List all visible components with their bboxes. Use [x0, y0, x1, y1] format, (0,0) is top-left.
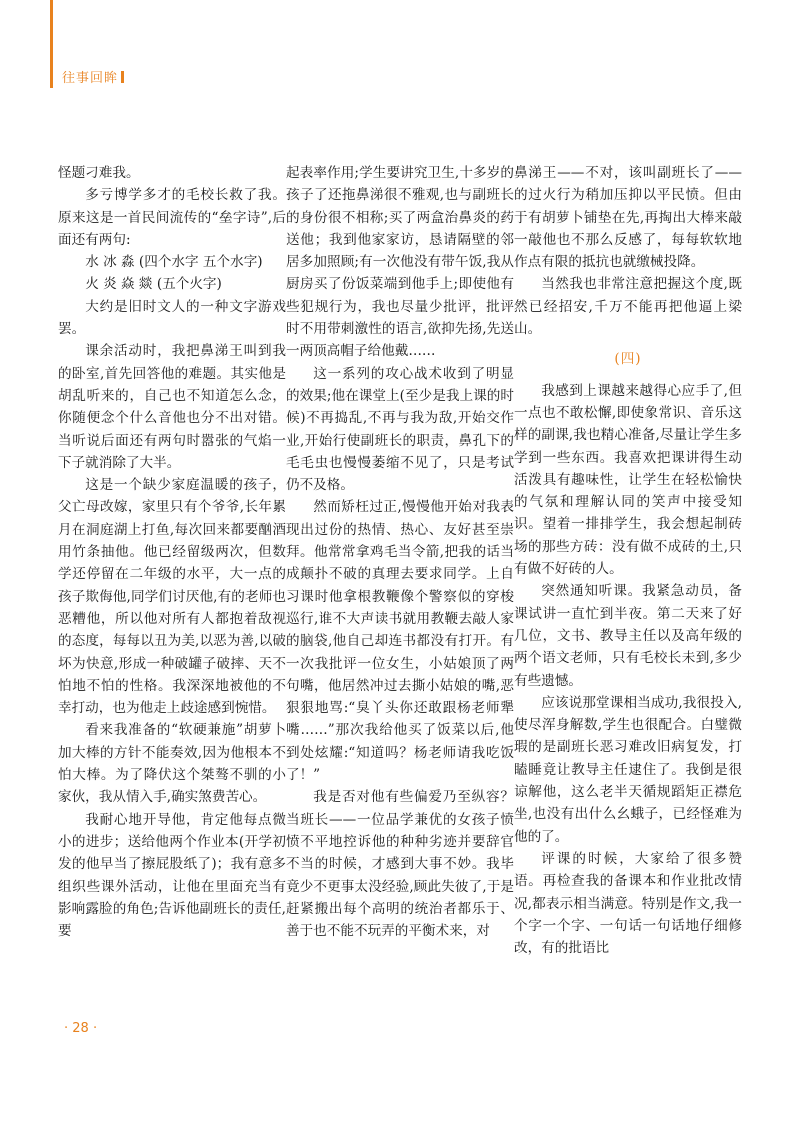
paragraph: 这是一个缺少家庭温暖的孩子，父亡母改嫁，家里只有个爷爷,长年累月在洞庭湖上打鱼,每次回来都要酗酒用竹条抽他。他已经留级两次，但数学还停留在二年级的水平，大一点的孩子欺侮他,同学们讨厌他,有的老师也恶糟他，所以他对所有人都抱着敌视的态度，每每以丑为美,以恶为善,以破坏为快意,形成一种破罐子破摔、天不怕地不怕的性格。我深深地被他的不幸打动，也为他走上歧途感到惋惜。 [58, 477, 286, 717]
paragraph: 大约是旧时文人的一种文字游戏罢。 [58, 298, 286, 338]
page-number: · 28 · [64, 1021, 98, 1036]
paragraph: 我耐心地开导他，肯定他每点微小的进步；送给他两个作业本(开学初发的他早当了擦屁股纸了)；我有意多组织些课外活动，让他在里面充当有影响露脸的角色;告诉他副班长的责任,要 [58, 811, 286, 940]
header-accent-bar [50, 0, 53, 88]
paragraph: 评课的时候，大家给了很多赞语。再检查我的备课本和作业批改情况,都表示相当满意。特别是作文,我一个字一个字、一句话一句话地仔细修改，有的批语比 [514, 850, 742, 957]
paragraph: 应该说那堂课相当成功,我很投入,使尽浑身解数,学生也很配合。白璧微瑕的是副班长恶习难改旧病复发，打瞌睡竟让教导主任逮住了。我倒是很谅解他，这么老半天循规蹈矩正襟危坐,也没有出什么幺蛾子，已经怪难为他的了。 [514, 694, 742, 845]
section-heading: (四) [614, 351, 642, 368]
poem-line: 火 炎 焱 燚 (五个火字) [85, 276, 222, 293]
paragraph: 多亏博学多才的毛校长救了我。原来这是一首民间流传的“垒字诗”,后面还有两句: [58, 187, 286, 248]
paragraph: 鼻涕王——不对，该叫副班长了——的过火行为稍加压抑以平民愤。但由于有胡萝卜铺垫在先,再掏出大棒来敲一敲他也不那么反感了，每每软软地作点有限的抵抗也就缴械投降。 [514, 165, 742, 271]
text-column-1 [58, 162, 286, 1018]
paragraph: 我是否对他有些偏爱乃至纵容？当班长——一位品学兼优的女孩子愤愤不平地控诉他的种种劣迹并要辞官不当的时候，才感到大事不妙。我毕竟少不更事太没经验,顾此失彼了,于是赶紧搬出每个高明的统治者都乐于、善于也不能不玩弄的平衡术来，对 [286, 789, 514, 940]
paragraph: 然而矫枉过正,慢慢他开始对我表现出过份的热情、热心、友好甚至崇拜。他常常拿鸡毛当令箭,把我的话当成颠扑不破的真理去要求同学。上自习课时他拿根教鞭像个警察似的穿梭巡行,谁不大声读书就用教鞭去敲人家的脑袋,他自己却连书都没有打开。有一次我批评一位女生，小姑娘顶了两句嘴，他居然冲过去撕小姑娘的嘴,恶狠狠地骂:“臭丫头你还敢跟杨老师犟嘴……”那次我给他买了饭菜以后,他到处炫耀:“知道吗？杨老师请我吃饭了！” [286, 499, 514, 784]
paragraph: 起表率作用;学生要讲究卫生,十多岁的孩子了还拖鼻涕很不雅观,也与副班长的身份很不相称;买了两盒治鼻炎的药送他；我到他家家访，恳请隔壁的邻居多加照顾;有一次他没有带午饭,我从厨房买了份饭菜端到他手上;即使他有些犯规行为，我也尽量少批评，批评时不用带刺激性的语言,欲抑先扬,先送一两顶高帽子给他戴…… [286, 165, 514, 360]
section-label [62, 67, 124, 86]
paragraph: 我感到上课越来越得心应手了,但一点也不敢松懈,即使象常识、音乐这样的副课,我也精心准备,尽量让学生多学到一些东西。我喜欢把课讲得生动活泼具有趣味性，让学生在轻松愉快的气氛和理解认同的笑声中接受知识。望着一排排学生，我会想起制砖场的那些方砖：没有做不成砖的土,只有做不好砖的人。 [514, 382, 742, 578]
paragraph: 突然通知听课。我紧急动员，备课试讲一直忙到半夜。第二天来了好几位，文书、教导主任以及高年级的两个语文老师，只有毛校长未到,多少有些遗憾。 [514, 583, 742, 689]
section-label-mark [121, 71, 124, 83]
text-column-3 [514, 162, 742, 1018]
paragraph: 这一系列的攻心战术收到了明显的效果;他在课堂上(至少是我上课的时候)不再捣乱,不再与我为敌,开始交作业,开始行使副班长的职责，鼻孔下的毛毛虫也慢慢萎缩不见了，只是考试仍不及格。 [286, 365, 514, 494]
paragraph: 看来我准备的“软硬兼施”胡萝卜加大棒的方针不能奏效,因为他根本不怕大棒。为了降伏这个桀骜不驯的小家伙，我从情入手,确实煞费苦心。 [58, 722, 286, 806]
poem-line: 水 冰 淼 (四个水字 五个水字) [85, 254, 263, 271]
text-column-2 [286, 162, 514, 1018]
section-label-text: 往事回眸 [62, 71, 119, 86]
paragraph: 怪题刁难我。 [58, 165, 140, 181]
paragraph: 当然我也非常注意把握这个度,既然已经招安,千万不能再把他逼上梁山。 [514, 276, 742, 338]
paragraph: 课余活动时，我把鼻涕王叫到我的卧室,首先回答他的难题。其实他是胡乱听来的，自己也不知道怎么念，你随便念个什么音他也分不出对错。当听说后面还有两句时嚣张的气焰一下子就消除了大半。 [58, 343, 286, 471]
